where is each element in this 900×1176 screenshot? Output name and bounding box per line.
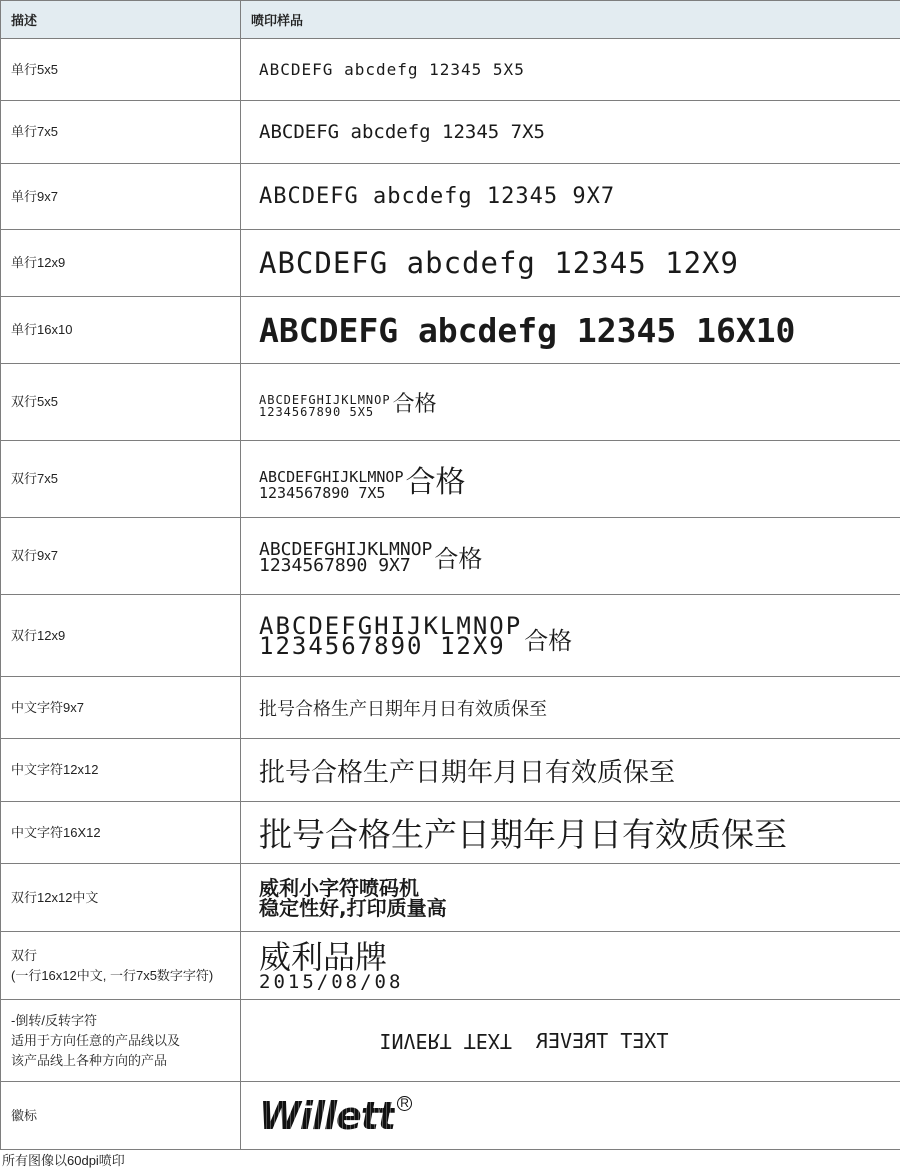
row-sample xyxy=(241,1000,900,1082)
table-row xyxy=(1,677,900,739)
sample-text: ABCDEFG abcdefg 12345 7X5 xyxy=(259,121,545,143)
sample-line-1: 威利小字符喷码机 xyxy=(259,875,419,900)
row-sample xyxy=(241,297,900,364)
sample-suffix: 合格 xyxy=(392,391,437,417)
row-sample xyxy=(241,101,900,164)
row-description-line-3: 该产品线上各种方向的产品 xyxy=(11,1052,168,1068)
row-description-line-2: (一行16x12中文, 一行7x5数字字符) xyxy=(11,967,214,983)
row-sample xyxy=(241,441,900,518)
row-description: 双行9x7 xyxy=(1,518,241,595)
sample-suffix: 合格 xyxy=(524,626,573,655)
row-description: 单行16x10 xyxy=(1,297,241,364)
row-description xyxy=(1,1000,241,1082)
row-description-line-1: 双行 xyxy=(11,947,38,963)
table-row xyxy=(1,1082,900,1150)
sample-text: 批号合格生产日期年月日有效质保至 xyxy=(259,698,547,720)
table-row xyxy=(1,441,900,518)
sample-line-1: ABCDEFGHIJKLMNOP xyxy=(259,392,391,407)
sample-text: 批号合格生产日期年月日有效质保至 xyxy=(259,757,676,788)
registered-mark-icon: R xyxy=(397,1096,412,1111)
row-description: 双行12x12中文 xyxy=(1,864,241,932)
table-row xyxy=(1,101,900,164)
inverted-sample-group xyxy=(259,1005,668,1077)
sample-text: ABCDEFG abcdefg 12345 5X5 xyxy=(259,60,525,79)
row-description: 单行12x9 xyxy=(1,230,241,297)
sample-text: ABCDEFG abcdefg 12345 9X7 xyxy=(259,184,616,209)
willett-logo xyxy=(259,1094,412,1138)
sample-suffix: 合格 xyxy=(434,544,483,573)
row-sample xyxy=(241,864,900,932)
row-description: 单行7x5 xyxy=(1,101,241,164)
sample-line-1: ABCDEFGHIJKLMNOP xyxy=(259,611,523,640)
row-sample xyxy=(241,932,900,1000)
row-sample xyxy=(241,739,900,802)
row-sample xyxy=(241,677,900,739)
table-row xyxy=(1,595,900,677)
header-description: 描述 xyxy=(1,1,241,39)
sample-line-2: 2015/08/08 xyxy=(259,970,404,993)
sample-text: 批号合格生产日期年月日有效质保至 xyxy=(259,815,787,854)
reversed-text: TXET TREVER xyxy=(535,1028,669,1053)
row-description-line-2: 适用于方向任意的产品线以及 xyxy=(11,1032,181,1048)
row-sample xyxy=(241,364,900,441)
row-description: 徽标 xyxy=(1,1082,241,1150)
footnote: 所有图像以60dpi喷印 xyxy=(2,1153,125,1168)
table-row xyxy=(1,1000,900,1082)
sample-line-2: 稳定性好,打印质量高 xyxy=(259,895,447,920)
row-description xyxy=(1,932,241,1000)
row-sample xyxy=(241,39,900,101)
logo-wordmark: Willett xyxy=(259,1093,396,1138)
sample-line-2: 1234567890 12X9 xyxy=(259,631,506,660)
sample-text: ABCDEFG abcdefg 12345 12X9 xyxy=(259,246,739,280)
table-header-row xyxy=(1,1,900,39)
row-sample xyxy=(241,1082,900,1150)
sample-suffix: 合格 xyxy=(405,465,466,500)
table-row xyxy=(1,518,900,595)
table-row xyxy=(1,739,900,802)
row-description: 中文字符12x12 xyxy=(1,739,241,802)
sample-text: ABCDEFG abcdefg 12345 16X10 xyxy=(259,310,796,350)
row-sample xyxy=(241,164,900,230)
row-description: 单行5x5 xyxy=(1,39,241,101)
inverted-text: INVERT TEXT xyxy=(379,1028,512,1053)
table-row xyxy=(1,39,900,101)
row-sample xyxy=(241,595,900,677)
row-sample xyxy=(241,802,900,864)
row-description: 中文字符9x7 xyxy=(1,677,241,739)
sample-line-1: 威利品牌 xyxy=(259,937,388,976)
table-row xyxy=(1,932,900,1000)
table-row xyxy=(1,230,900,297)
sample-line-1: ABCDEFGHIJKLMNOP xyxy=(259,538,433,560)
table-row xyxy=(1,364,900,441)
table-row xyxy=(1,802,900,864)
row-description: 双行5x5 xyxy=(1,364,241,441)
sample-line-2: 1234567890 7X5 xyxy=(259,484,386,502)
row-description: 单行9x7 xyxy=(1,164,241,230)
row-description: 中文字符16X12 xyxy=(1,802,241,864)
table-row xyxy=(1,164,900,230)
row-description: 双行7x5 xyxy=(1,441,241,518)
header-print-sample: 喷印样品 xyxy=(241,1,900,39)
table-row xyxy=(1,864,900,932)
row-description: 双行12x9 xyxy=(1,595,241,677)
row-description-line-1: -倒转/反转字符 xyxy=(11,1012,97,1028)
sample-line-2: 1234567890 9X7 xyxy=(259,554,411,576)
sample-line-1: ABCDEFGHIJKLMNOP xyxy=(259,468,404,486)
table-row xyxy=(1,297,900,364)
sample-line-2: 1234567890 5X5 xyxy=(259,404,375,419)
row-sample xyxy=(241,230,900,297)
row-sample xyxy=(241,518,900,595)
